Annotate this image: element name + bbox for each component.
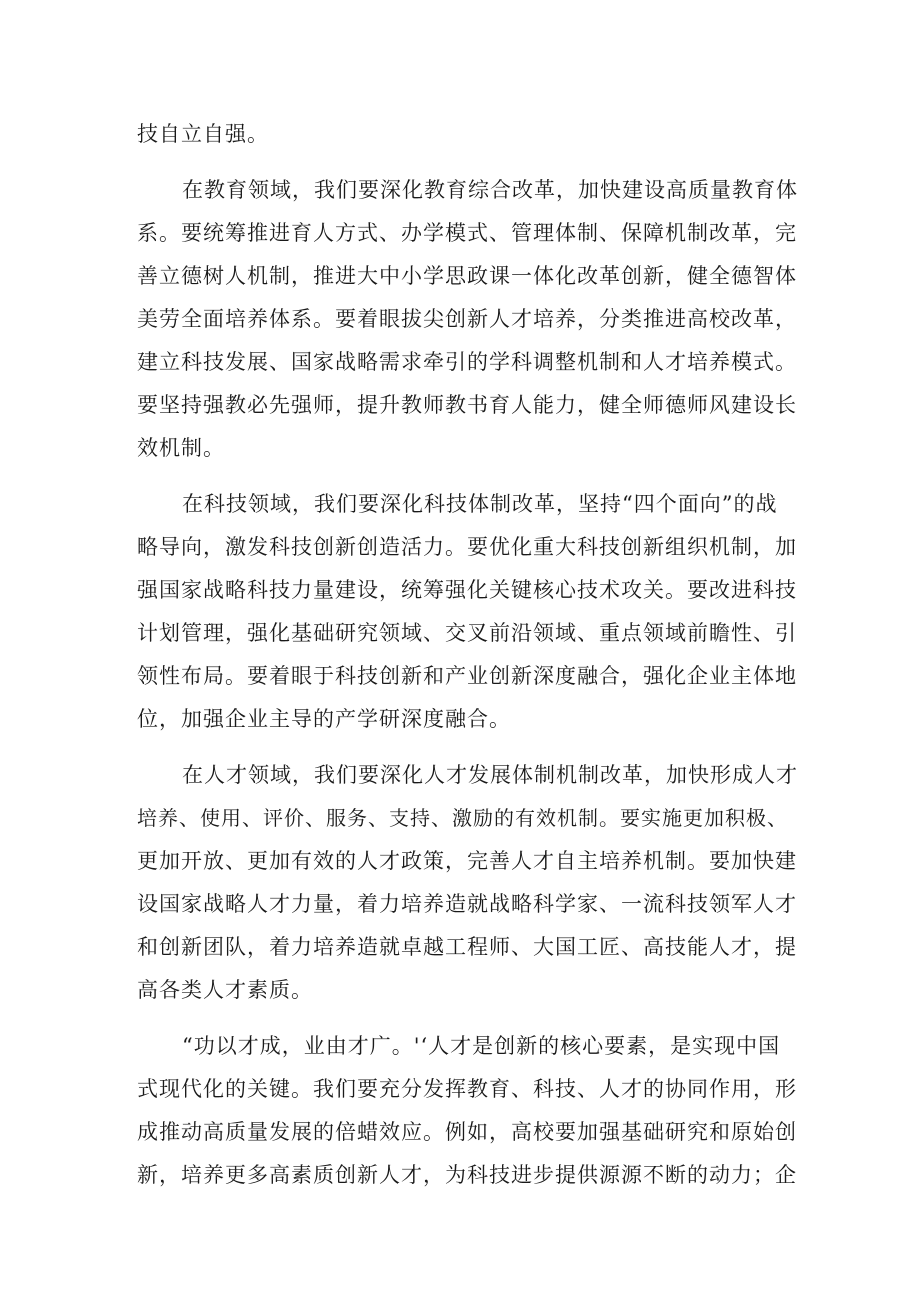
text-line: 更加开放、更加有效的人才政策，完善人才自主培养机制。要加快建 — [137, 849, 797, 873]
text-line: 在教育领域，我们要深化教育综合改革，加快建设高质量教育体 — [182, 178, 798, 202]
text-line: 略导向，激发科技创新创造活力。要优化重大科技创新组织机制，加 — [137, 535, 797, 559]
text-line: 系。要统筹推进育人方式、办学模式、管理体制、保障机制改革，完 — [137, 221, 797, 245]
text-line: 计划管理，强化基础研究领域、交叉前沿领域、重点领域前瞻性、引 — [137, 621, 797, 645]
text-line: 高各类人才素质。 — [137, 978, 313, 1002]
text-line: 美劳全面培养体系。要着眼拔尖创新人才培养，分类推进高校改革， — [137, 307, 797, 331]
text-line: 位，加强企业主导的产学研深度融合。 — [137, 707, 511, 731]
text-line: 要坚持强教必先强师，提升教师教书育人能力，健全师德师风建设长 — [137, 393, 797, 417]
text-line: 成推动高质量发展的倍蜡效应。例如，高校要加强基础研究和原始创 — [137, 1120, 797, 1144]
text-line: 式现代化的关键。我们要充分发挥教育、科技、人才的协同作用，形 — [137, 1077, 797, 1101]
text-line: 和创新团队，着力培养造就卓越工程师、大国工匠、高技能人才，提 — [137, 935, 797, 959]
text-line: 领性布局。要着眼于科技创新和产业创新深度融合，强化企业主体地 — [137, 664, 797, 688]
text-line: 在科技领域，我们要深化科技体制改革，坚持“四个面向”的战 — [182, 492, 778, 516]
text-line: 效机制。 — [137, 436, 225, 460]
text-line: 在人才领域，我们要深化人才发展体制机制改革，加快形成人才 — [182, 763, 798, 787]
text-line: 建立科技发展、国家战略需求牵引的学科调整机制和人才培养模式。 — [137, 350, 797, 374]
text-line: 设国家战略人才力量，着力培养造就战略科学家、一流科技领军人才 — [137, 892, 797, 916]
text-line: 培养、使用、评价、服务、支持、激励的有效机制。要实施更加积极、 — [137, 806, 788, 830]
text-line: 新，培养更多高素质创新人才，为科技进步提供源源不断的动力；企 — [137, 1163, 797, 1187]
text-line: 善立德树人机制，推进大中小学思政课一体化改革创新，健全德智体 — [137, 264, 797, 288]
text-line: 技自立自强。 — [137, 122, 269, 146]
text-line: “功以才成，业由才广。'‘人才是创新的核心要素，是实现中国 — [182, 1034, 781, 1058]
text-line: 强国家战略科技力量建设，统筹强化关键核心技术攻关。要改进科技 — [137, 578, 797, 602]
